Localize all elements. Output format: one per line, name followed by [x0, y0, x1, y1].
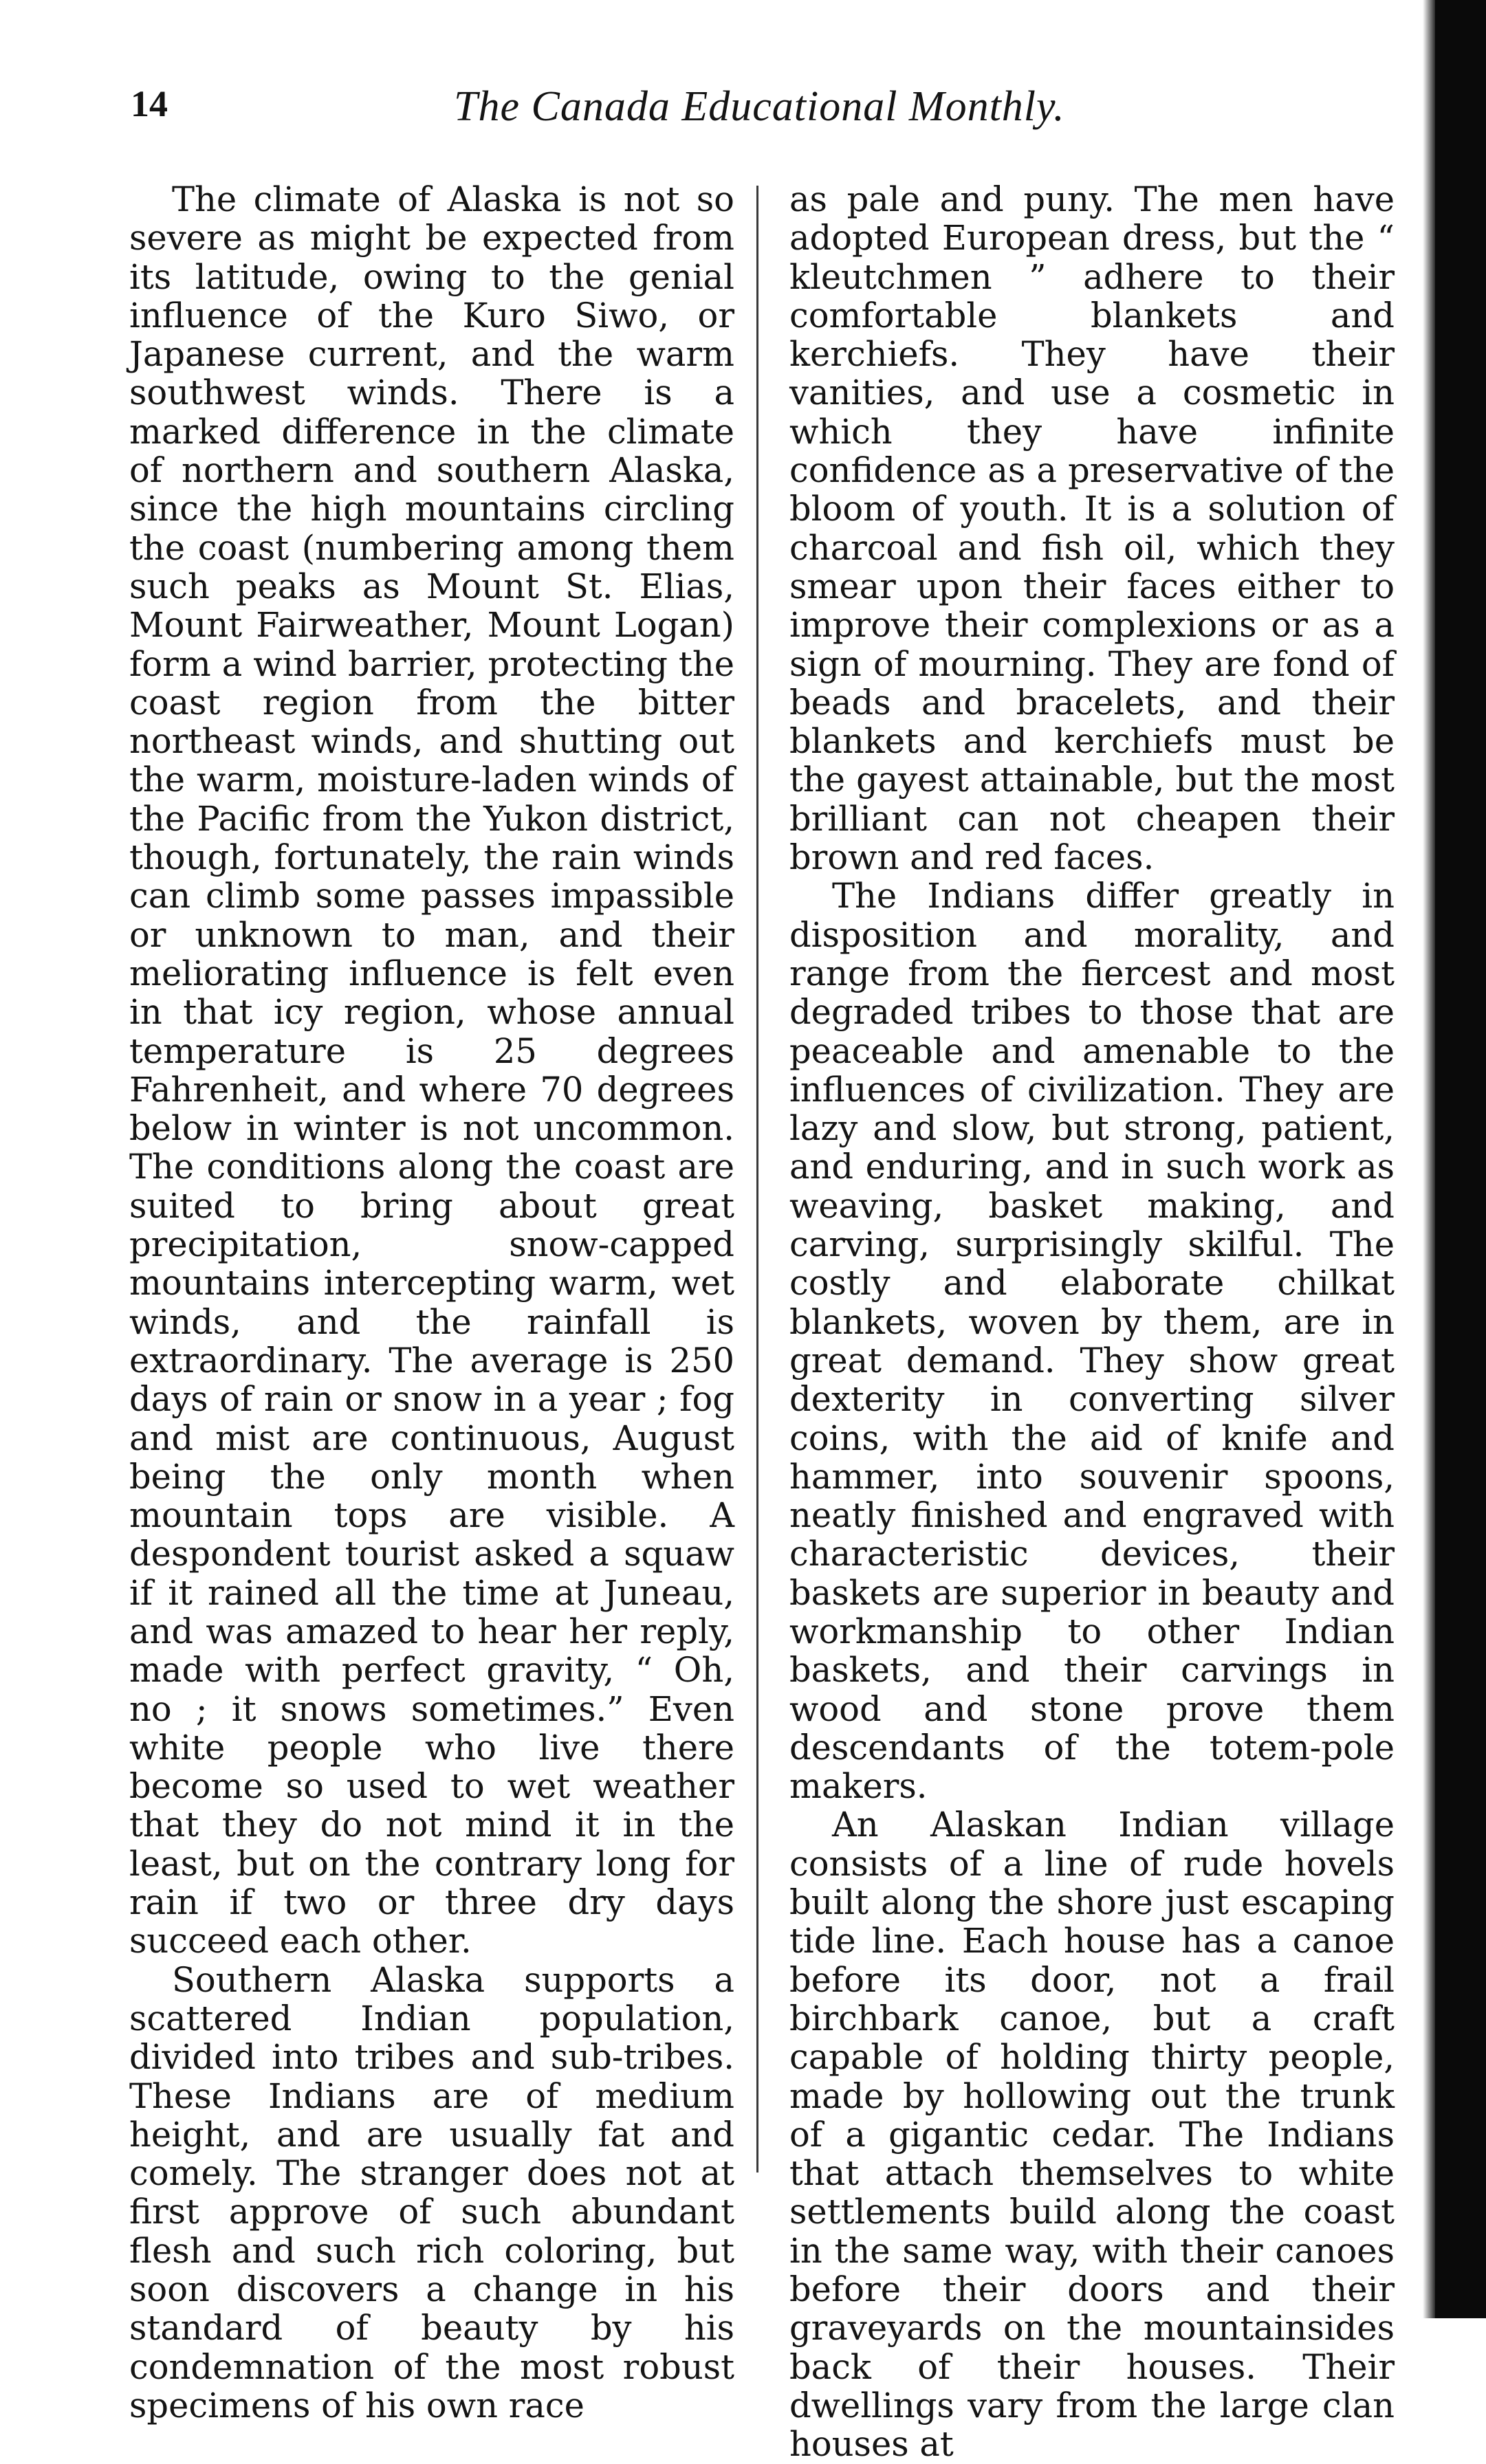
page-header: [131, 82, 1272, 151]
paragraph-indian-disposition: The Indians differ greatly in disposition and morality, and range from the fiercest and most degraded tribes to those that are peaceable and amenable to the influences of civilization. They are lazy and slow, but strong, patient, and enduring, and in such work as weaving, basket making, and carving, surprisingly skilful. The costly and elaborate chilkat blankets, woven by them, are in great demand. They show great dexterity in converting silver coins, with the aid of knife and hammer, into souvenir spoons, neatly finished and engraved with characteristic devices, their baskets are superior in beauty and workmanship to other Indian baskets, and their carvings in wood and stone prove them descendants of the totem-pole makers.: [789, 876, 1395, 1807]
page-edge-bar: [1435, 0, 1486, 2318]
page-number: 14: [131, 83, 168, 124]
paragraph-indian-village: An Alaskan Indian village consists of a line of rude hovels built along the shore just escaping tide line. Each house has a canoe before its door, not a frail birchbark canoe, but a craft capable of holding thirty people, made by hollowing out the trunk of a gigantic cedar. The Indians that attach themselves to white settlements build along the coast in the same way, with their canoes before their doors and their graveyards on the mountainsides back of their houses. Their dwellings vary from the large clan houses at: [789, 1805, 1395, 2464]
left-column: [129, 180, 734, 2425]
column-divider: [756, 186, 758, 2172]
paragraph-alaska-climate: The climate of Alaska is not so severe as might be expected from its latitude, owing to the genial influence of the Kuro Siwo, or Japanese current, and the warm southwest winds. There is a marked difference in the climate of northern and southern Alaska, since the high mountains circling the coast (numbering among them such peaks as Mount St. Elias, Mount Fairweather, Mount Logan) form a wind barrier, protecting the coast region from the bitter northeast winds, and shutting out the warm, moisture-laden winds of the Pacific from the Yukon district, though, fortunately, the rain winds can climb some passes impassible or unknown to man, and their meliorating influence is felt even in that icy region, whose annual temperature is 25 degrees Fahrenheit, and where 70 degrees below in winter is not uncommon. The conditions along the coast are suited to bring about great precipitation, snow-capped mountains intercepting warm, wet winds, and the rainfall is extraordinary. The average is 250 days of rain or snow in a year ; fog and mist are continuous, August being the only month when mountain tops are visible. A despondent tourist asked a squaw if it rained all the time at Juneau, and was amazed to hear her reply, made with perfect gravity, “ Oh, no ; it snows sometimes.” Even white people who live there become so used to wet weather that they do not mind it in the least, but on the contrary long for rain if two or three dry days succeed each other.: [129, 179, 734, 1961]
right-column: [789, 180, 1395, 2464]
paragraph-southern-alaska: Southern Alaska supports a scattered Indian population, divided into tribes and sub-tribes. These Indians are of medium height, and are usually fat and comely. The stranger does not at first approve of such abundant flesh and such rich coloring, but soon discovers a change in his standard of beauty by his condemnation of the most robust specimens of his own race: [129, 1959, 734, 2426]
paragraph-continued: as pale and puny. The men have adopted European dress, but the “ kleutchmen ” adhere to their comfortable blankets and kerchiefs. They have their vanities, and use a cosmetic in which they have infinite confidence as a preservative of the bloom of youth. It is a solution of charcoal and fish oil, which they smear upon their faces either to improve their complexions or as a sign of mourning. They are fond of beads and bracelets, and their blankets and kerchiefs must be the gayest attainable, but the most brilliant can not cheapen their brown and red faces.: [789, 179, 1395, 878]
running-title: The Canada Educational Monthly.: [454, 83, 1065, 130]
page-edge-shadow: [1423, 0, 1435, 2318]
